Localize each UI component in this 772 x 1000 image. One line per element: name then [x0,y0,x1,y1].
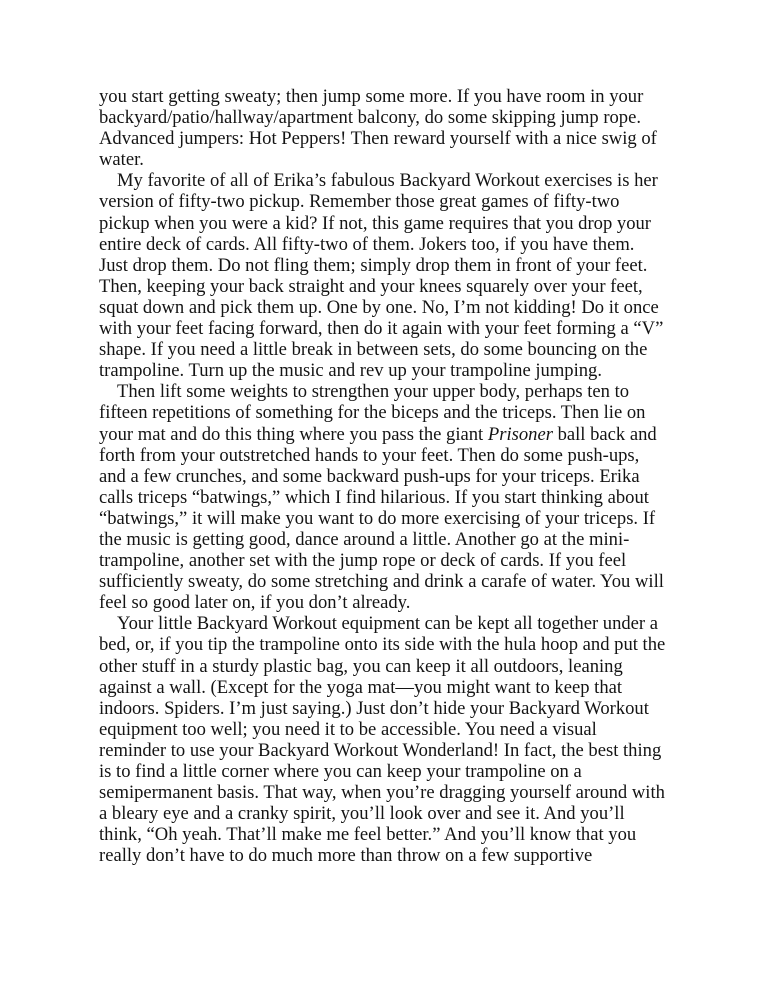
text-line [99,445,677,466]
text-line [99,213,677,234]
text-run: trampoline, another set with the jump rope or deck of cards. If you feel [99,550,627,572]
text-line [99,234,677,255]
text-run: My favorite of all of Erika’s fabulous Backyard Workout exercises is her [117,170,658,192]
text-run: entire deck of cards. All fifty-two of them. Jokers too, if you have them. [99,233,635,255]
text-run: trampoline. Turn up the music and rev up your trampoline jumping. [99,360,603,382]
text-line [99,592,677,613]
text-run: equipment too well; you need it to be accessible. You need a visual [99,718,597,740]
text-run: think, “Oh yeah. That’ll make me feel better.” And you’ll know that you [99,824,637,846]
text-run: indoors. Spiders. I’m just saying.) Just don’t hide your Backyard Workout [99,697,649,719]
text-run: bed, or, if you tip the trampoline onto its side with the hula hoop and put the [99,634,666,656]
text-line [99,191,677,212]
text-line [99,508,677,529]
paragraph-first-line [99,381,677,402]
text-line [99,550,677,571]
text-line [99,824,677,845]
text-run: you start getting sweaty; then jump some more. If you have room in your [99,86,644,107]
paragraph-first-line [99,170,677,191]
text-run: the music is getting good, dance around a little. Another go at the mini- [99,528,630,550]
text-run: with your feet facing forward, then do it again with your feet forming a “V” [99,318,664,340]
text-run: sufficiently sweaty, do some stretching and drink a carafe of water. You will [99,571,664,593]
text-run: backyard/patio/hallway/apartment balcony, do some skipping jump rope. [99,107,642,129]
text-run: other stuff in a sturdy plastic bag, you can keep it all outdoors, leaning [99,655,623,677]
text-run: Your little Backyard Workout equipment can be kept all together under a [117,613,659,635]
page-body-text [99,86,677,866]
text-line [99,255,677,276]
text-line [99,677,677,698]
text-run: forth from your outstretched hands to your feet. Then do some push-ups, [99,444,640,466]
text-run: pickup when you were a kid? If not, this game requires that you drop your [99,212,651,234]
text-run: ball back and [552,423,657,445]
text-run: squat down and pick them up. One by one. No, I’m not kidding! Do it once [99,296,659,318]
text-run: feel so good later on, if you don’t already. [99,592,411,614]
text-line [99,634,677,655]
text-line [99,276,677,297]
text-run: water. [99,149,144,171]
text-run: version of fifty-two pickup. Remember those great games of fifty-two [99,191,620,213]
text-run: “batwings,” it will make you want to do more exercising of your triceps. If [99,507,656,529]
text-run: Then, keeping your back straight and your knees squarely over your feet, [99,275,643,297]
text-line [99,487,677,508]
italic-title: Prisoner [487,423,553,445]
text-run: is to find a little corner where you can keep your trampoline on a [99,761,582,782]
text-line [99,761,677,782]
text-line [99,402,677,423]
text-run: Just drop them. Do not fling them; simply drop them in front of your feet. [99,254,648,276]
text-run: fifteen repetitions of something for the biceps and the triceps. Then lie on [99,402,646,424]
text-run: and a few crunches, and some backward push-ups for your triceps. Erika [99,465,640,487]
text-line [99,529,677,550]
text-run: Advanced jumpers: Hot Peppers! Then reward yourself with a nice swig of [99,128,657,150]
text-line [99,571,677,592]
text-line [99,740,677,761]
text-run: semipermanent basis. That way, when you’re dragging yourself around with [99,782,665,804]
text-line [99,339,677,360]
text-line [99,656,677,677]
text-line [99,360,677,381]
text-line [99,845,677,866]
text-line [99,782,677,803]
text-line [99,466,677,487]
text-line [99,719,677,740]
text-line [99,128,677,149]
text-line [99,318,677,339]
text-run: shape. If you need a little break in between sets, do some bouncing on the [99,339,648,361]
text-line [99,149,677,170]
text-line [99,803,677,824]
text-line [99,297,677,318]
text-run: against a wall. (Except for the yoga mat—you might want to keep that [99,676,623,698]
text-line [99,698,677,719]
text-run: reminder to use your Backyard Workout Wonderland! In fact, the best thing [99,739,662,761]
text-run: calls triceps “batwings,” which I find hilarious. If you start thinking about [99,486,649,508]
paragraph-first-line [99,613,677,634]
text-line [99,424,677,445]
text-run: really don’t have to do much more than throw on a few supportive [99,845,593,867]
text-run: your mat and do this thing where you pass the giant [99,423,488,445]
text-run: a bleary eye and a cranky spirit, you’ll look over and see it. And you’ll [99,803,625,825]
text-line [99,86,677,107]
text-line [99,107,677,128]
text-run: Then lift some weights to strengthen your upper body, perhaps ten to [117,381,630,403]
